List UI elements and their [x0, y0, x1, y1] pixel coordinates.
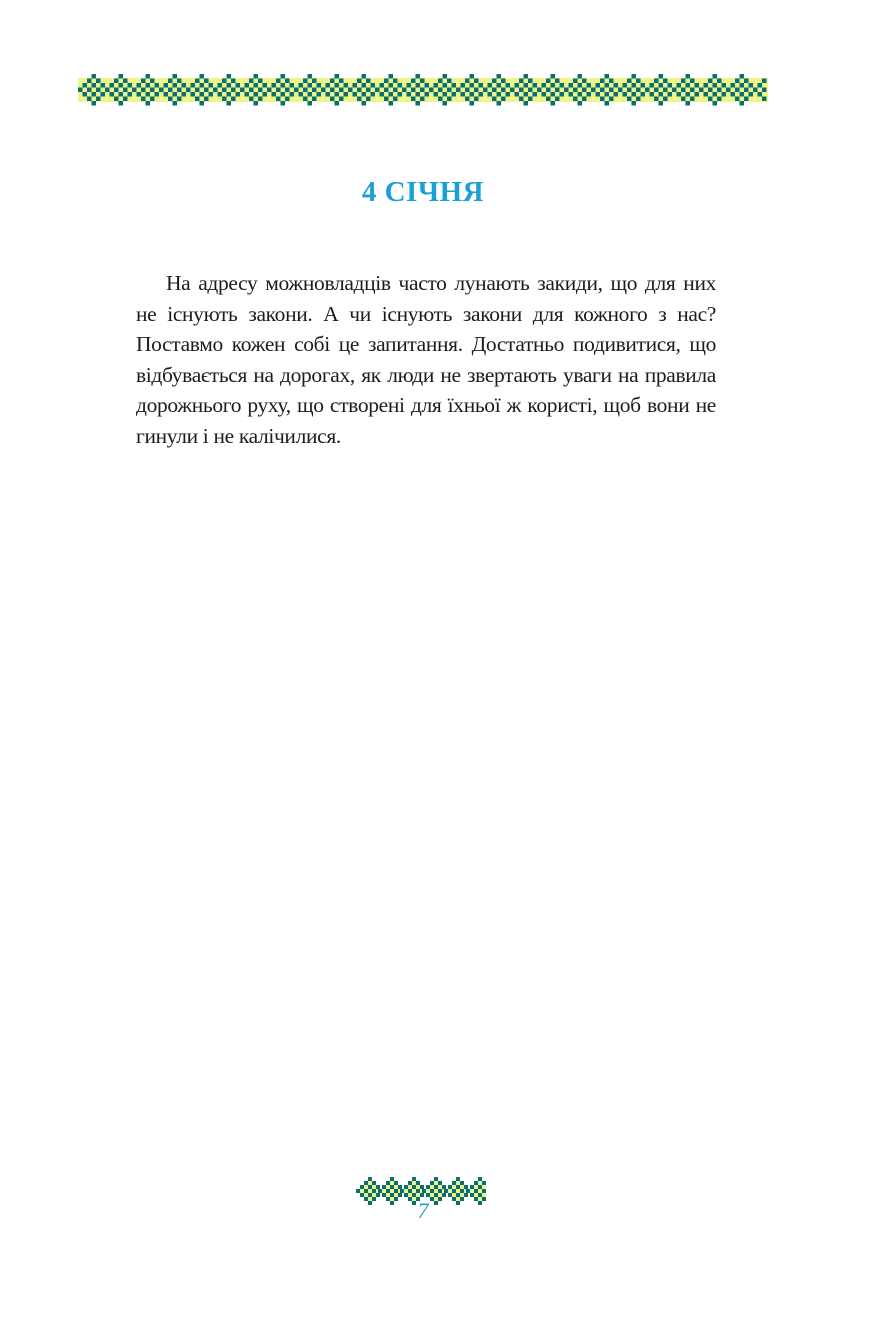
body-paragraph: На адресу можновладців часто лунають закиди, що для них не існують закони. А чи існують закони для кожного з нас? Поставмо кожен собі це запитання. Достатньо подивитися, що відбувається на дорогах, як люди не звертають уваги на правила дорожнього руху, що створені для їхньої ж користі, щоб вони не гинули і не калічилися.	[136, 271, 716, 448]
page-number: 7	[417, 1198, 429, 1223]
date-heading: 4 СІЧНЯ	[361, 176, 485, 208]
embroidery-border-icon	[78, 72, 768, 108]
